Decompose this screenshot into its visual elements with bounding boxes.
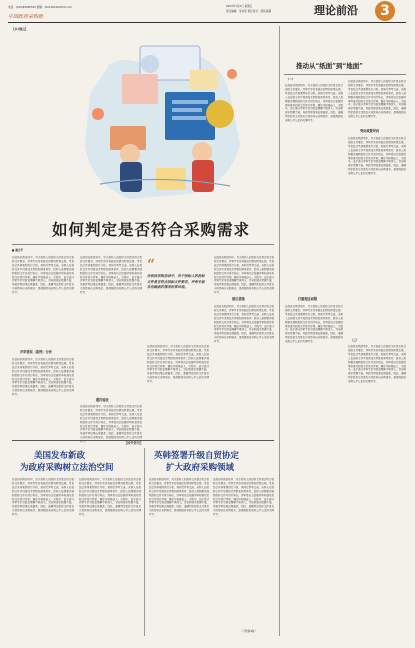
section-tag: 【本刊观点】 xyxy=(12,28,28,31)
quote-mark-icon: “ xyxy=(147,257,156,273)
header-contact: 电话：(010)63982552 邮箱：zfcl1401009153.com xyxy=(8,6,72,9)
right-column-b2: 在政府采购活动中，对于投标人的投标文件是否符合招标文件要求，评审专家存有疑虑的情况时常出现。笔者结合具体案例进行分析，供同行参考交流。采购人在招标文件中设置技术参数和商务条件，投标人按照要求编制投标文件并进行响应，评审委员会依据评审标准对投标文件进行评审，确定中标候选人。实践中，由于部分评审专家对政策理解不够深入，对采购需求把握不准，导致评审结果出现偏差。因此，准确判定投标文件是否实质性响应采购需求，是保障政府采购公平公正的关键环节。 xyxy=(348,137,406,176)
page-number-badge: 3 xyxy=(375,1,395,21)
header-editor: 责任编辑：李卓苗 责任校对：蓝杨雨露 xyxy=(226,10,271,13)
body-column-2: 在政府采购活动中，对于投标人的投标文件是否符合招标文件要求，评审专家存有疑虑的情况时常出现。笔者结合具体案例进行分析，供同行参考交流。采购人在招标文件中设置技术参数和商务条件，投标人按照要求编制投标文件并进行响应，评审委员会依据评审标准对投标文件进行评审，确定中标候选人。实践中，由于部分评审专家对政策理解不够深入，对采购需求把握不准，导致评审结果出现偏差。因此，准确判定投标文件是否实质性响应采购需求，是保障政府采购公平公正的关键环节。 xyxy=(80,256,142,295)
body-column-4: 在政府采购活动中，对于投标人的投标文件是否符合招标文件要求，评审专家存有疑虑的情况时常出现。笔者结合具体案例进行分析，供同行参考交流。采购人在招标文件中设置技术参数和商务条件，投标人按照要求编制投标文件并进行响应，评审委员会依据评审标准对投标文件进行评审，确定中标候选人。实践中，由于部分评审专家对政策理解不够深入，对采购需求把握不准，导致评审结果出现偏差。因此，准确判定投标文件是否实质性响应采购需求，是保障政府采购公平公正的关键环节。 xyxy=(214,256,275,295)
body-column-1: 在政府采购活动中，对于投标人的投标文件是否符合招标文件要求，评审专家存有疑虑的情况时常出现。笔者结合具体案例进行分析，供同行参考交流。采购人在招标文件中设置技术参数和商务条件，投标人按照要求编制投标文件并进行响应，评审委员会依据评审标准对投标文件进行评审，确定中标候选人。实践中，由于部分评审专家对政策理解不够深入，对采购需求把握不准，导致评审结果出现偏差。因此，准确判定投标文件是否实质性响应采购需求，是保障政府采购公平公正的关键环节。 xyxy=(12,256,74,295)
right-column-a1: 在政府采购活动中，对于投标人的投标文件是否符合招标文件要求，评审专家存有疑虑的情况时常出现。笔者结合具体案例进行分析，供同行参考交流。采购人在招标文件中设置技术参数和商务条件，投标人按照要求编制投标文件并进行响应，评审委员会依据评审标准对投标文件进行评审，确定中标候选人。实践中，由于部分评审专家对政策理解不够深入，对采购需求把握不准，导致评审结果出现偏差。因此，准确判定投标文件是否实质性响应采购需求，是保障政府采购公平公正的关键环节。 xyxy=(285,84,343,123)
bottom-left-col-2: 在政府采购活动中，对于投标人的投标文件是否符合招标文件要求，评审专家存有疑虑的情况时常出现。笔者结合具体案例进行分析，供同行参考交流。采购人在招标文件中设置技术参数和商务条件，投标人按照要求编制投标文件并进行响应，评审委员会依据评审标准对投标文件进行评审，确定中标候选人。实践中，由于部分评审专家对政策理解不够深入，对采购需求把握不准，导致评审结果出现偏差。因此，准确判定投标文件是否实质性响应采购需求，是保障政府采购公平公正的关键环节。 xyxy=(79,478,141,517)
bottom-left-title-2: 为政府采购树立法治空间 xyxy=(20,463,114,473)
section-name: 理论前沿 xyxy=(314,4,358,17)
bottom-right-title-2: 扩大政府采购领域 xyxy=(166,463,235,473)
bottom-right-col-1: 在政府采购活动中，对于投标人的投标文件是否符合招标文件要求，评审专家存有疑虑的情况时常出现。笔者结合具体案例进行分析，供同行参考交流。采购人在招标文件中设置技术参数和商务条件，投标人按照要求编制投标文件并进行响应，评审委员会依据评审标准对投标文件进行评审，确定中标候选人。实践中，由于部分评审专家对政策理解不够深入，对采购需求把握不准，导致评审结果出现偏差。因此，准确判定投标文件是否实质性响应采购需求，是保障政府采购公平公正的关键环节。 xyxy=(149,478,210,517)
right-subhead-2: 突出政策导向 xyxy=(360,129,380,133)
subhead-acceptance: 履约验收 xyxy=(96,398,109,402)
header-rule xyxy=(8,22,406,23)
procurement-illustration xyxy=(70,34,250,212)
paper-name: 中国政府采购报 xyxy=(8,14,44,20)
bottom-banner: 【国外资讯】 xyxy=(124,441,144,445)
body-column-4b: 在政府采购活动中，对于投标人的投标文件是否符合招标文件要求，评审专家存有疑虑的情况时常出现。笔者结合具体案例进行分析，供同行参考交流。采购人在招标文件中设置技术参数和商务条件，投标人按照要求编制投标文件并进行响应，评审委员会依据评审标准对投标文件进行评审，确定中标候选人。实践中，由于部分评审专家对政策理解不够深入，对采购需求把握不准，导致评审结果出现偏差。因此，准确判定投标文件是否实质性响应采购需求，是保障政府采购公平公正的关键环节。 xyxy=(214,305,275,344)
right-headline: 推动从“纸面”到“地面” xyxy=(296,62,363,70)
right-subhead-3: （三） xyxy=(350,338,360,342)
illustration xyxy=(70,34,250,212)
body-column-3: 在政府采购活动中，对于投标人的投标文件是否符合招标文件要求，评审专家存有疑虑的情况时常出现。笔者结合具体案例进行分析，供同行参考交流。采购人在招标文件中设置技术参数和商务条件，投标人按照要求编制投标文件并进行响应，评审委员会依据评审标准对投标文件进行评审，确定中标候选人。实践中，由于部分评审专家对政策理解不够深入，对采购需求把握不准，导致评审结果出现偏差。因此，准确判定投标文件是否实质性响应采购需求，是保障政府采购公平公正的关键环节。 xyxy=(147,345,209,384)
subhead-advice: 建议措施 xyxy=(232,297,245,301)
continued-note: （下转第4版） xyxy=(240,630,258,633)
right-headline-rule xyxy=(284,74,406,75)
right-column-b1: 在政府采购活动中，对于投标人的投标文件是否符合招标文件要求，评审专家存有疑虑的情况时常出现。笔者结合具体案例进行分析，供同行参考交流。采购人在招标文件中设置技术参数和商务条件，投标人按照要求编制投标文件并进行响应，评审委员会依据评审标准对投标文件进行评审，确定中标候选人。实践中，由于部分评审专家对政策理解不够深入，对采购需求把握不准，导致评审结果出现偏差。因此，准确判定投标文件是否实质性响应采购需求，是保障政府采购公平公正的关键环节。 xyxy=(348,80,406,119)
body-column-2b: 在政府采购活动中，对于投标人的投标文件是否符合招标文件要求，评审专家存有疑虑的情况时常出现。笔者结合具体案例进行分析，供同行参考交流。采购人在招标文件中设置技术参数和商务条件，投标人按照要求编制投标文件并进行响应，评审委员会依据评审标准对投标文件进行评审，确定中标候选人。实践中，由于部分评审专家对政策理解不够深入，对采购需求把握不准，导致评审结果出现偏差。因此，准确判定投标文件是否实质性响应采购需求，是保障政府采购公平公正的关键环节。 xyxy=(80,405,142,444)
right-column-b3: 在政府采购活动中，对于投标人的投标文件是否符合招标文件要求，评审专家存有疑虑的情况时常出现。笔者结合具体案例进行分析，供同行参考交流。采购人在招标文件中设置技术参数和商务条件，投标人按照要求编制投标文件并进行响应，评审委员会依据评审标准对投标文件进行评审，确定中标候选人。实践中，由于部分评审专家对政策理解不够深入，对采购需求把握不准，导致评审结果出现偏差。因此，准确判定投标文件是否实质性响应采购需求，是保障政府采购公平公正的关键环节。 xyxy=(348,345,406,384)
headline-rule xyxy=(12,244,274,245)
bottom-right-col-2: 在政府采购活动中，对于投标人的投标文件是否符合招标文件要求，评审专家存有疑虑的情况时常出现。笔者结合具体案例进行分析，供同行参考交流。采购人在招标文件中设置技术参数和商务条件，投标人按照要求编制投标文件并进行响应，评审委员会依据评审标准对投标文件进行评审，确定中标候选人。实践中，由于部分评审专家对政策理解不够深入，对采购需求把握不准，导致评审结果出现偏差。因此，准确判定投标文件是否实质性响应采购需求，是保障政府采购公平公正的关键环节。 xyxy=(213,478,274,517)
bottom-left-col-1: 在政府采购活动中，对于投标人的投标文件是否符合招标文件要求，评审专家存有疑虑的情况时常出现。笔者结合具体案例进行分析，供同行参考交流。采购人在招标文件中设置技术参数和商务条件，投标人按照要求编制投标文件并进行响应，评审委员会依据评审标准对投标文件进行评审，确定中标候选人。实践中，由于部分评审专家对政策理解不够深入，对采购需求把握不准，导致评审结果出现偏差。因此，准确判定投标文件是否实质性响应采购需求，是保障政府采购公平公正的关键环节。 xyxy=(12,478,74,517)
quote-text: 在政府采购活动中，对于投标人的投标文件是否符合招标文件要求，评审专家存有疑虑的情况时常出现。 xyxy=(147,274,205,290)
pull-quote xyxy=(147,258,207,338)
right-column-a2: 在政府采购活动中，对于投标人的投标文件是否符合招标文件要求，评审专家存有疑虑的情况时常出现。笔者结合具体案例进行分析，供同行参考交流。采购人在招标文件中设置技术参数和商务条件，投标人按照要求编制投标文件并进行响应，评审委员会依据评审标准对投标文件进行评审，确定中标候选人。实践中，由于部分评审专家对政策理解不够深入，对采购需求把握不准，导致评审结果出现偏差。因此，准确判定投标文件是否实质性响应采购需求，是保障政府采购公平公正的关键环节。 xyxy=(285,305,343,344)
right-column-divider xyxy=(279,26,280,636)
body-column-1b: 在政府采购活动中，对于投标人的投标文件是否符合招标文件要求，评审专家存有疑虑的情况时常出现。笔者结合具体案例进行分析，供同行参考交流。采购人在招标文件中设置技术参数和商务条件，投标人按照要求编制投标文件并进行响应，评审委员会依据评审标准对投标文件进行评审，确定中标候选人。实践中，由于部分评审专家对政策理解不够深入，对采购需求把握不准，导致评审结果出现偏差。因此，准确判定投标文件是否实质性响应采购需求，是保障政府采购公平公正的关键环节。 xyxy=(12,358,74,397)
byline: ■ 潘吉平 xyxy=(12,249,24,252)
bottom-left-title-1: 美国发布新政 xyxy=(34,451,86,461)
right-subhead-1: （一） xyxy=(286,77,296,81)
bottom-right-title-1: 英韩签署升级自贸协定 xyxy=(154,451,240,461)
headline: 如何判定是否符合采购需求 xyxy=(52,220,251,239)
subhead-case: 评审错误（案例）分析 xyxy=(20,350,52,354)
header-date: 2023年1月6日 星期五 xyxy=(226,5,253,8)
bottom-divider xyxy=(144,448,145,636)
bottom-section-rule xyxy=(12,440,274,441)
right-subhead-4: 打破理念局限 xyxy=(298,297,318,301)
